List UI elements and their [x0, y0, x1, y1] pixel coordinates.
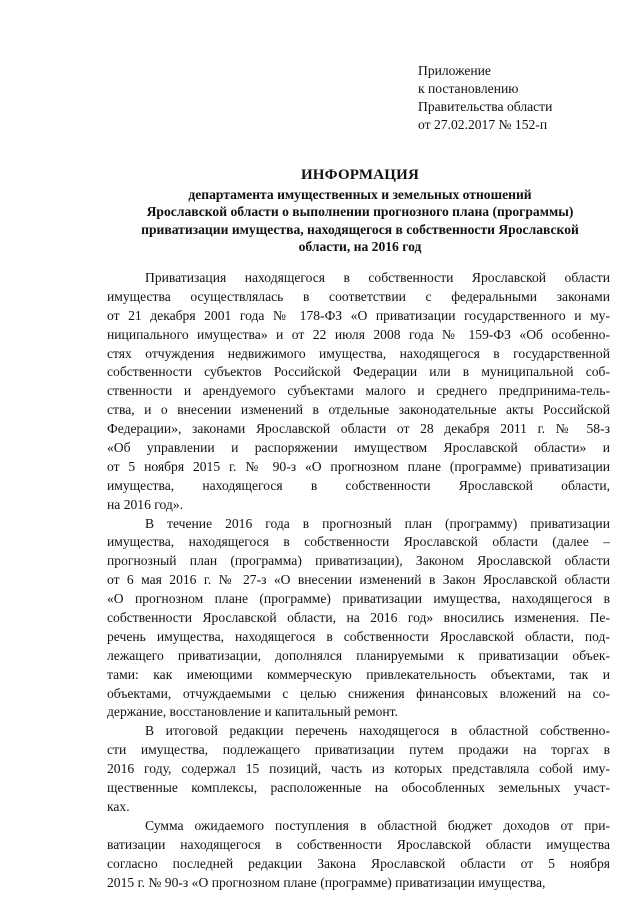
paragraph-line: Федерации», законами Ярославской области от 28 декабря 2011 г. № 58-з	[107, 421, 610, 437]
paragraph	[107, 515, 610, 723]
paragraph-line: В течение 2016 года в прогнозный план (программу) приватизации	[145, 515, 610, 531]
paragraph-line: Сумма ожидаемого поступления в областной бюджет доходов от при-	[145, 817, 610, 833]
paragraph-line: «О прогнозном плане (программе) приватизации имущества, находящегося в	[107, 591, 610, 607]
paragraph-line: от 21 декабря 2001 года № 178-ФЗ «О приватизации государственного и му-	[107, 307, 610, 323]
paragraph-line: ках.	[107, 798, 130, 814]
appendix-line: от 27.02.2017 № 152-п	[418, 117, 548, 132]
paragraph-line: имущества осуществлялась в соответствии с федеральными законами	[107, 288, 610, 304]
paragraph-line: тами: как имеющими коммерческую привлекательность объектами, так и	[107, 666, 610, 682]
appendix-line: к постановлению	[418, 81, 519, 96]
paragraph-line: речень имущества, находящегося в собственности Ярославской области, под-	[107, 628, 610, 644]
paragraph	[107, 269, 610, 515]
paragraph-line: стях отчуждения недвижимого имущества, находящегося в государственной	[107, 345, 610, 361]
paragraph-line: имущества, находящегося в собственности Ярославской области (далее –	[107, 534, 610, 550]
title-heading: ИНФОРМАЦИЯ	[300, 167, 420, 183]
paragraph-line: согласно последней редакции Закона Ярославской области от 5 ноября	[107, 855, 610, 871]
paragraph	[107, 722, 610, 816]
paragraph-line: прогнозный план (программа) приватизации), Законом Ярославской области	[107, 553, 610, 569]
paragraph-line: на 2016 год».	[107, 496, 184, 512]
paragraph-line: от 5 ноября 2015 г. № 90-з «О прогнозном плане (программе) приватизации	[107, 458, 610, 474]
document-body	[107, 269, 610, 892]
paragraph-line: В итоговой редакции перечень находящегося в областной собственно-	[145, 723, 610, 739]
paragraph-line: «Об управлении и распоряжении имуществом Ярославской области» и	[107, 440, 610, 456]
document-title	[100, 167, 620, 256]
paragraph-line: лежащего приватизации, дополнялся планируемыми к приватизации объек-	[107, 647, 610, 663]
appendix-line: Приложение	[418, 63, 491, 78]
paragraph-line: от 6 мая 2016 г. № 27-з «О внесении изменений в Закон Ярославской области	[107, 572, 610, 588]
paragraph-line: ственности и арендуемого субъектами малого и среднего предпринима-тель-	[107, 383, 610, 399]
paragraph-line: ниципального имущества» и от 22 июля 2008 года № 159-ФЗ «Об особенно-	[107, 326, 610, 342]
paragraph-line: собственности субъектов Российской Федерации или в муниципальной соб-	[107, 364, 610, 380]
paragraph-line: сти имущества, подлежащего приватизации путем продажи на торгах в	[107, 742, 610, 758]
title-line: приватизации имущества, находящегося в собственности Ярославской	[141, 221, 579, 237]
paragraph-line: 2015 г. № 90-з «О прогнозном плане (программе) приватизации имущества,	[107, 874, 546, 890]
paragraph-line: собственности Ярославской области, на 2016 год» вносились изменения. Пе-	[107, 610, 610, 626]
paragraph-line: 2016 году, содержал 15 позиций, часть из которых представляла собой иму-	[107, 761, 610, 777]
paragraph-line: имущества, находящегося в собственности Ярославской области,	[107, 477, 610, 493]
paragraph-line: ватизации находящегося в собственности Ярославской области имущества	[107, 836, 610, 852]
paragraph-line: ства, и о внесении изменений в отдельные законодательные акты Российской	[107, 402, 610, 418]
appendix-line: Правительства области	[418, 99, 553, 114]
title-line: Ярославской области о выполнении прогнозного плана (программы)	[146, 204, 574, 219]
appendix-note	[418, 62, 552, 134]
paragraph	[107, 817, 610, 893]
title-line: департамента имущественных и земельных отношений	[188, 186, 532, 202]
paragraph-line: щественные комплексы, расположенные на обособленных земельных участ-	[107, 780, 610, 796]
paragraph-line: объектами, отчуждаемыми с целью снижения финансовых вложений на со-	[107, 685, 610, 701]
title-line: области, на 2016 год	[298, 239, 422, 254]
paragraph-line: держание, восстановление и капитальный ремонт.	[107, 704, 398, 720]
paragraph-line: Приватизация находящегося в собственности Ярославской области	[145, 270, 610, 285]
